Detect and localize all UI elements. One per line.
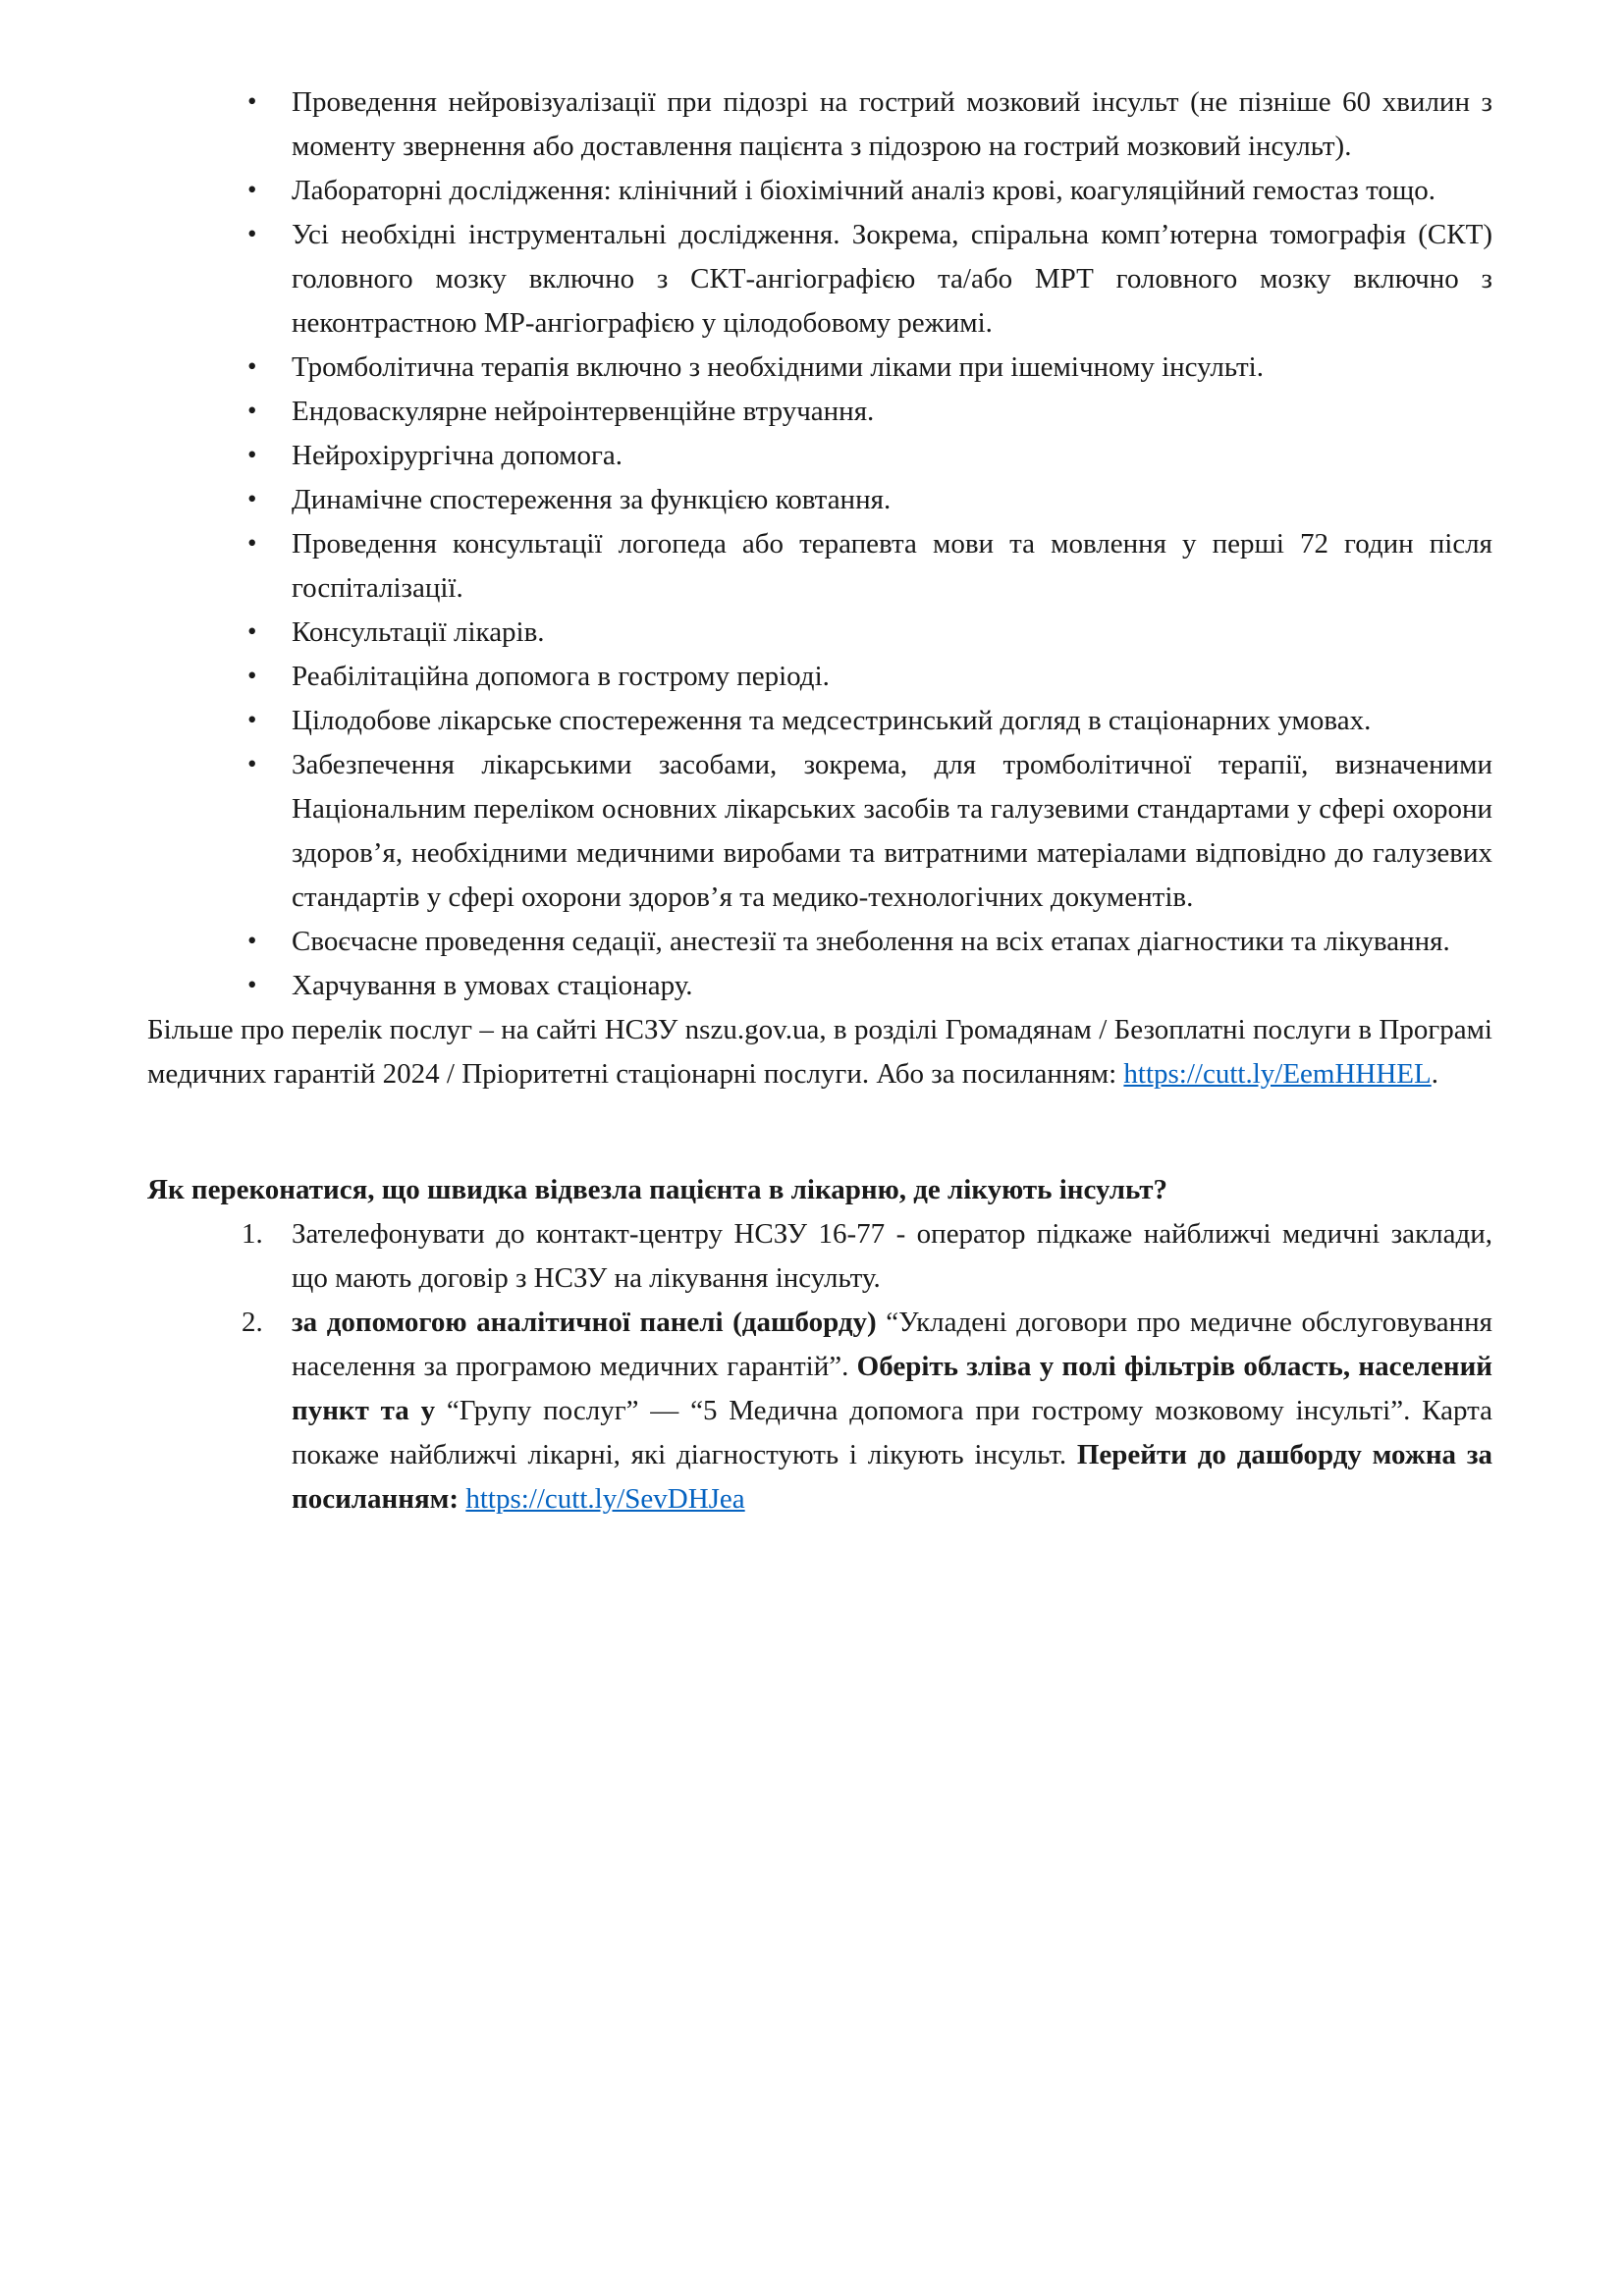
text-segment: за допомогою аналітичної панелі (дашборду) [292, 1307, 887, 1338]
service-item-text: Своєчасне проведення седації, анестезії та знеболення на всіх етапах діагностики та лікування. [292, 926, 1450, 957]
service-item-text: Цілодобове лікарське спостереження та медсестринський догляд в стаціонарних умовах. [292, 705, 1372, 736]
service-item [147, 920, 1492, 964]
service-item-text: Усі необхідні інструментальні дослідження. Зокрема, спіральна комп’ютерна томографія (СКТ) головного мозку включно з СКТ-ангіографією та/або МРТ головного мозку включно з неконтрастною МР-ангіографією у цілодобовому режимі. [292, 219, 1492, 339]
service-item [147, 213, 1492, 346]
step-number: 2. [242, 1307, 263, 1338]
steps-numbered-list [147, 1212, 1492, 1522]
service-item-text: Динамічне спостереження за функцією ковтання. [292, 484, 892, 515]
service-item [147, 478, 1492, 522]
text-segment: . [1431, 1058, 1438, 1090]
more-info-paragraph [147, 1008, 1492, 1096]
service-item [147, 743, 1492, 920]
service-item [147, 964, 1492, 1008]
bullet-icon: • [247, 484, 257, 513]
service-item-text: Проведення нейровізуалізації при підозрі на гострий мозковий інсульт (не пізніше 60 хвилин з моменту звернення або доставлення пацієнта з підозрою на гострий мозковий інсульт). [292, 86, 1492, 162]
service-item-text: Лабораторні дослідження: клінічний і біохімічний аналіз крові, коагуляційний гемостаз тощо. [292, 175, 1435, 206]
service-item-text: Консультації лікарів. [292, 616, 545, 648]
service-item [147, 699, 1492, 743]
service-item-text: Забезпечення лікарськими засобами, зокрема, для тромболітичної терапії, визначеними Національним переліком основних лікарських засобів та галузевими стандартами у сфері охорони здоров’я, необхідними медичними виробами та витратними матеріалами відповідно до галузевих стандартів у сфері охорони здоров’я та медико-технологічних документів. [292, 749, 1492, 913]
bullet-icon: • [247, 749, 257, 778]
text-segment: Перейти до дашборду можна за посиланням: [292, 1439, 1492, 1515]
service-item [147, 434, 1492, 478]
service-item-text: Нейрохірургічна допомога. [292, 440, 623, 471]
service-item-text: Реабілітаційна допомога в гострому періоді. [292, 661, 830, 692]
step-item [147, 1212, 1492, 1301]
bullet-icon: • [247, 175, 257, 204]
service-item-text: Харчування в умовах стаціонару. [292, 970, 693, 1001]
service-item-text: Ендоваскулярне нейроінтервенційне втручання. [292, 396, 875, 427]
service-item-text: Тромболітична терапія включно з необхідними ліками при ішемічному інсульті. [292, 351, 1264, 383]
bullet-icon: • [247, 970, 257, 999]
text-segment: Зателефонувати до контакт-центру НСЗУ 16-77 - оператор підкаже найближчі медичні заклади, що мають договір з НСЗУ на лікування інсульту. [292, 1218, 1492, 1294]
text-segment: “Групу послуг” — “5 Медична допомога при гострому мозковому інсульті”. Карта покаже найближчі лікарні, які діагностують і лікують інсульт. [292, 1395, 1492, 1470]
service-item [147, 390, 1492, 434]
text-segment: Оберіть зліва у полі фільтрів область, населений пункт та у [292, 1351, 1492, 1426]
service-item [147, 169, 1492, 213]
dashboard-link[interactable]: https://cutt.ly/SevDHJea [465, 1483, 745, 1515]
bullet-icon: • [247, 351, 257, 381]
bullet-icon: • [247, 926, 257, 955]
question-heading: Як переконатися, що швидка відвезла пацієнта в лікарню, де лікують інсульт? [147, 1174, 1168, 1205]
text-segment: Більше про перелік послуг – на сайті НСЗУ nszu.gov.ua, в розділі Громадянам / Безоплатні послуги в Програмі медичних гарантій 2024 / Пріоритетні стаціонарні послуги. Або за посиланням: [147, 1014, 1492, 1090]
service-item [147, 80, 1492, 169]
bullet-icon: • [247, 86, 257, 116]
step-item [147, 1301, 1492, 1522]
bullet-icon: • [247, 396, 257, 425]
bullet-icon: • [247, 705, 257, 734]
service-item [147, 522, 1492, 611]
bullet-icon: • [247, 440, 257, 469]
bullet-icon: • [247, 661, 257, 690]
text-segment: “Укладені договори про медичне обслуговування населення за програмою медичних гарантій”. [292, 1307, 1493, 1382]
service-item [147, 346, 1492, 390]
bullet-icon: • [247, 219, 257, 248]
service-item [147, 611, 1492, 655]
bullet-icon: • [247, 616, 257, 646]
bullet-icon: • [247, 528, 257, 558]
service-item [147, 655, 1492, 699]
service-item-text: Проведення консультації логопеда або терапевта мови та мовлення у перші 72 годин після госпіталізації. [292, 528, 1492, 604]
step-number: 1. [242, 1218, 263, 1250]
services-bullet-list [147, 80, 1492, 1008]
more-info-link[interactable]: https://cutt.ly/EemHHHEL [1123, 1058, 1432, 1090]
